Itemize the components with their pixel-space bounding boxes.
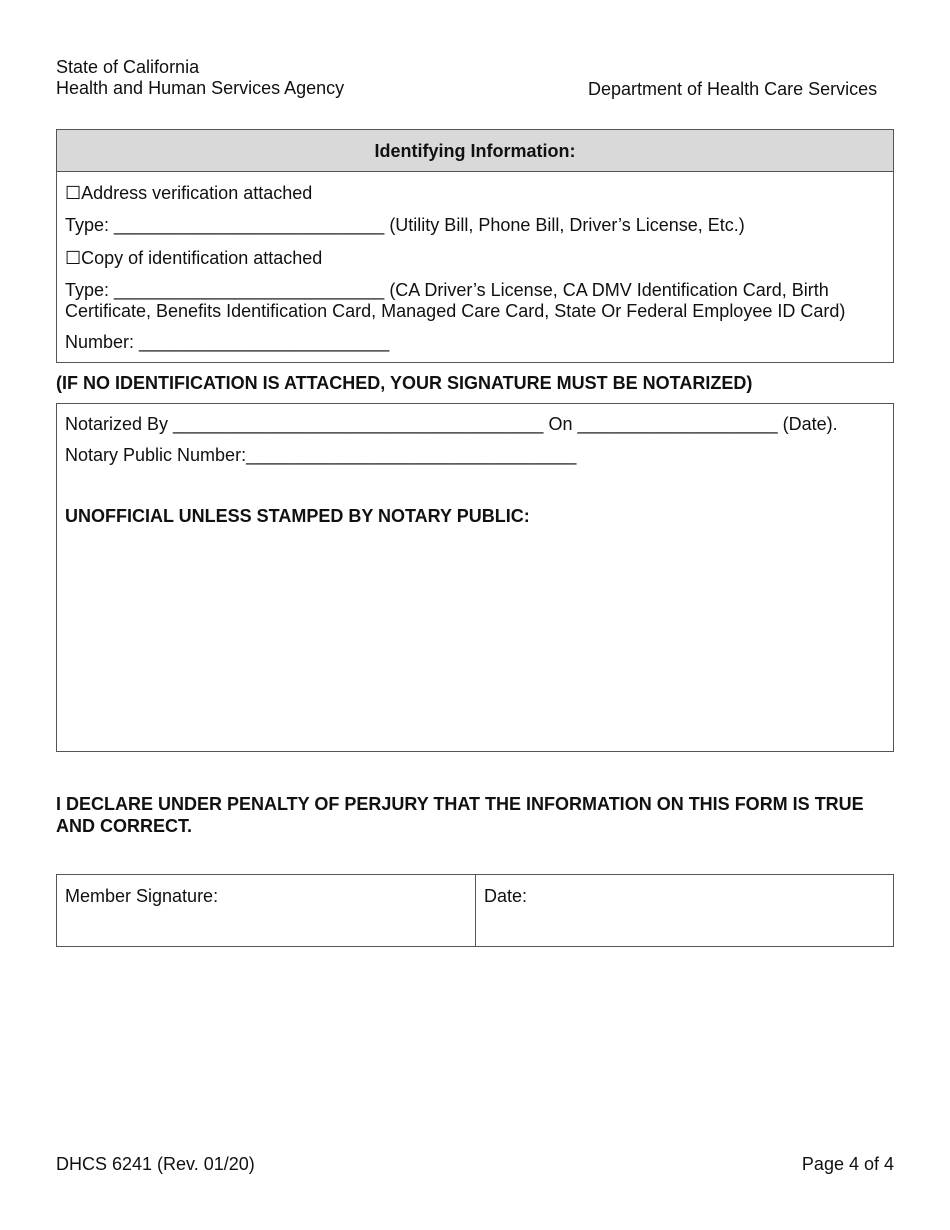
- notary-stamp-notice: UNOFFICIAL UNLESS STAMPED BY NOTARY PUBLIC:: [65, 506, 530, 526]
- page-number: Page 4 of 4: [801, 1154, 894, 1174]
- department-name: Department of Health Care Services: [588, 79, 878, 99]
- member-signature-cell[interactable]: [57, 875, 476, 946]
- identifying-information-section: [56, 129, 894, 363]
- signature-table: [56, 874, 894, 947]
- address-verification-checkbox[interactable]: ☐Address verification attached: [65, 183, 313, 203]
- identifying-information-title: Identifying Information:: [57, 130, 893, 172]
- state-name: State of California: [56, 57, 200, 77]
- agency-name: Health and Human Services Agency: [56, 78, 345, 98]
- identification-copy-checkbox[interactable]: ☐Copy of identification attached: [65, 248, 323, 268]
- signature-date-label: Date:: [484, 886, 528, 906]
- notary-public-number-field[interactable]: Notary Public Number:_________________________________: [65, 445, 577, 465]
- signature-date-cell[interactable]: [476, 875, 893, 946]
- notarization-notice: (IF NO IDENTIFICATION IS ATTACHED, YOUR SIGNATURE MUST BE NOTARIZED): [56, 373, 753, 393]
- notarized-by-field[interactable]: Notarized By _____________________________________ On ____________________ (Date).: [65, 414, 838, 434]
- member-signature-label: Member Signature:: [65, 886, 219, 906]
- agency-header: [56, 57, 344, 99]
- identification-number-field[interactable]: Number: _________________________: [65, 332, 390, 352]
- address-type-field[interactable]: Type: ___________________________ (Utility Bill, Phone Bill, Driver’s License, Etc.): [65, 215, 745, 235]
- notary-section: [56, 403, 894, 752]
- perjury-declaration: I DECLARE UNDER PENALTY OF PERJURY THAT THE INFORMATION ON THIS FORM IS TRUE AND CORRECT.: [56, 794, 864, 836]
- identification-type-field[interactable]: Type: ___________________________ (CA Driver’s License, CA DMV Identification Card, Birth Certificate, Benefits Identification Card, Managed Care Card, State Or Federal Employee ID Card): [65, 280, 846, 321]
- form-id: DHCS 6241 (Rev. 01/20): [56, 1154, 255, 1174]
